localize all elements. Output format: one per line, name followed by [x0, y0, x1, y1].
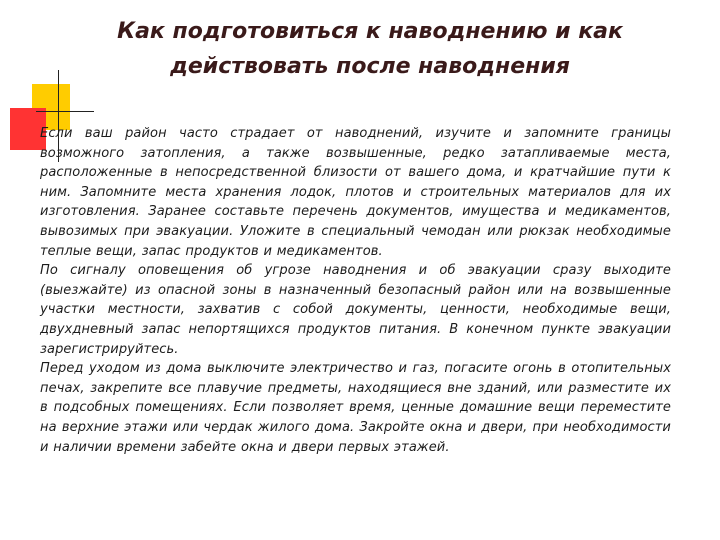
body-text [40, 124, 671, 457]
page-title-line-1: Как подготовиться к наводнению и как [117, 19, 623, 44]
page-title-line-2: действовать после наводнения [170, 54, 570, 79]
paragraph-preparation: Если ваш район часто страдает от наводнений, изучите и запомните границы возможного затопления, а также возвышенные, редко затапливаемые места, расположенные в непосредственной близости от вашего дома, и кратчайшие пути к ним. Запомните места хранения лодок, плотов и строительных материалов для их изготовления. Заранее составьте перечень документов, имущества и медикаментов, вывозимых при эвакуации. Уложите в специальный чемодан или рюкзак необходимые теплые вещи, запас продуктов и медикаментов. [40, 126, 671, 259]
paragraph-leaving-home: Перед уходом из дома выключите электричество и газ, погасите огонь в отопительных печах, закрепите все плавучие предметы, находящиеся вне зданий, или разместите их в подсобных помещениях. Если позволяет время, ценные домашние вещи переместите на верхние этажи или чердак жилого дома. Закройте окна и двери, при необходимости и наличии времени забейте окна и двери первых этажей. [40, 361, 671, 455]
page-title [60, 14, 680, 84]
paragraph-evacuation: По сигналу оповещения об угрозе наводнения и об эвакуации сразу выходите (выезжайте) из опасной зоны в назначенный безопасный район или на возвышенные участки местности, захватив с собой документы, ценности, необходимые вещи, двухдневный запас непортящихся продуктов питания. В конечном пункте эвакуации зарегистрируйтесь. [40, 263, 671, 357]
decoration-horizontal-line [36, 111, 94, 112]
